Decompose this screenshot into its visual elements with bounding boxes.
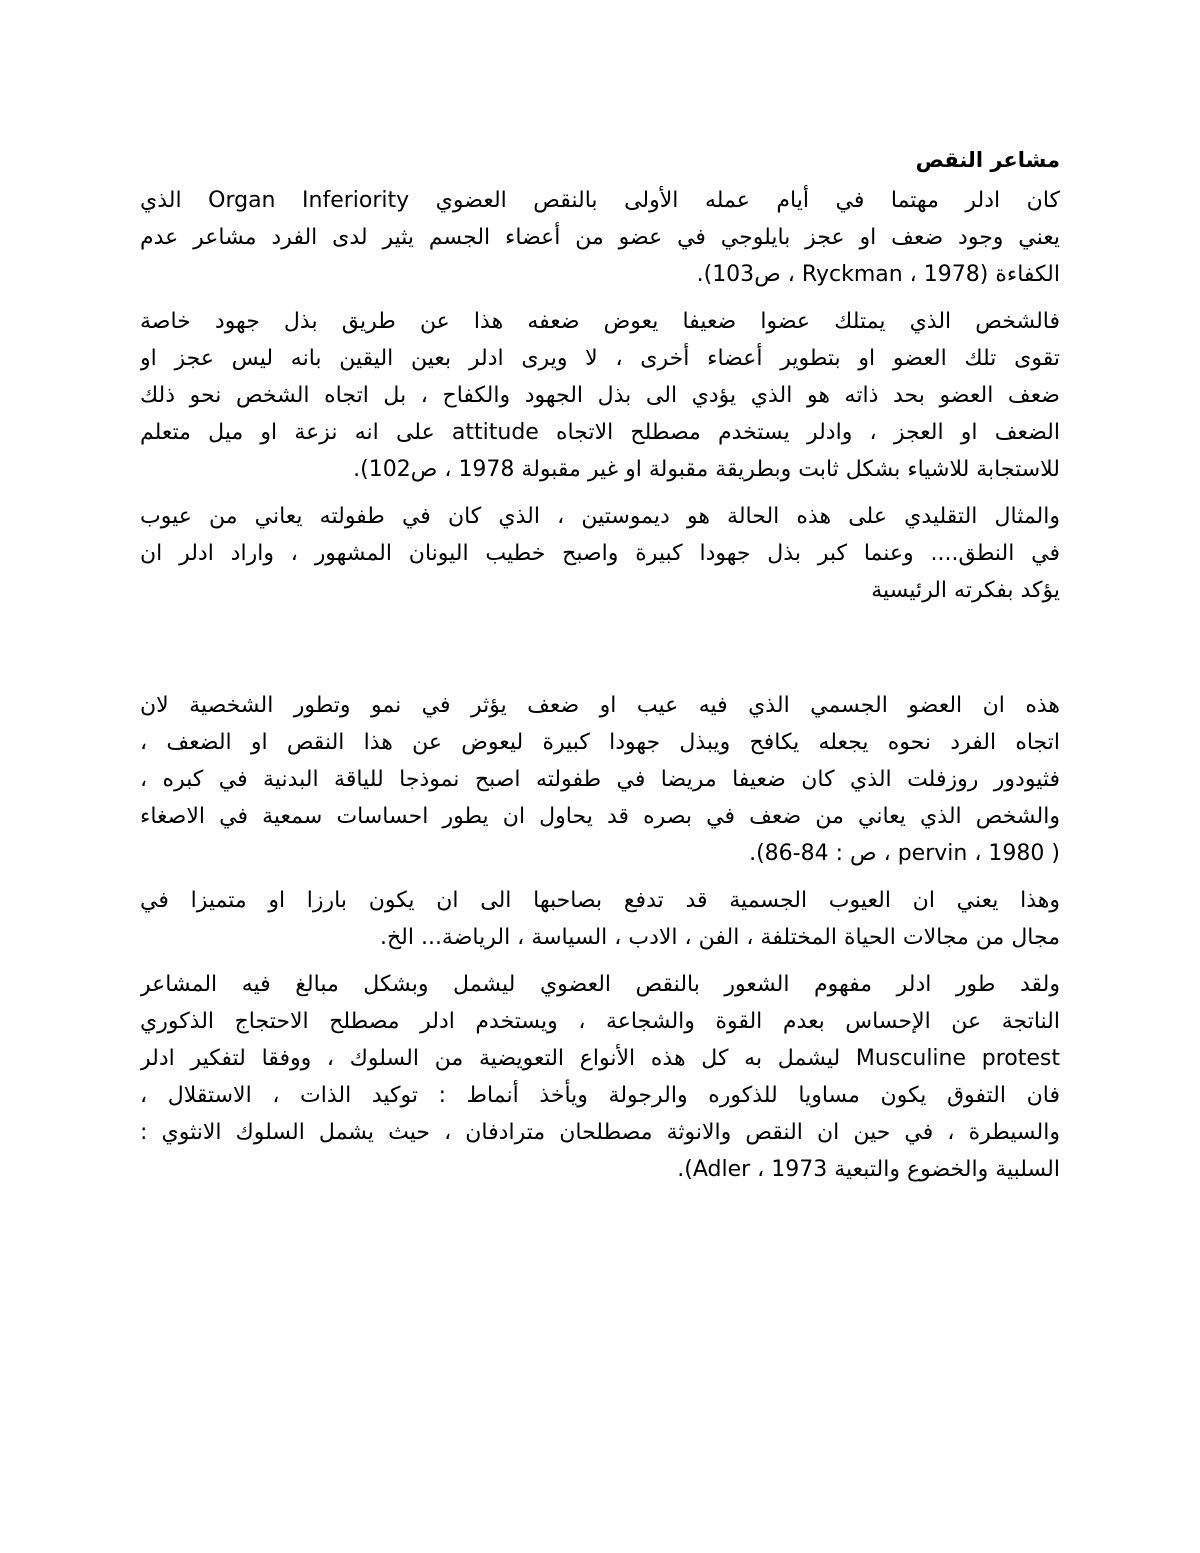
text-line: ( pervin ، 1980 ، ص : 84-86). bbox=[749, 841, 1060, 866]
paragraph-physical-defect bbox=[140, 687, 1060, 872]
text-line: ولقد طور ادلر مفهوم الشعور بالنقص العضوي ليشمل وبشكل مبالغ فيه المشاعر bbox=[140, 972, 1060, 997]
text-line: مجال من مجالات الحياة المختلفة ، الفن ، الادب ، السياسة ، الرياضة... الخ. bbox=[379, 925, 1060, 950]
text-line: في النطق.... وعنما كبر بذل جهودا كبيرة واصبح خطيب اليونان المشهور ، واراد ادلر ان bbox=[140, 541, 1060, 566]
section-heading: مشاعر النقص bbox=[915, 148, 1060, 172]
text-line: والسيطرة ، في حين ان النقص والانوثة مصطلحان مترادفان ، حيث يشمل السلوك الانثوي : bbox=[140, 1120, 1060, 1145]
paragraph-excellence bbox=[140, 882, 1060, 956]
text-line: فان التفوق يكون مساويا للذكوره والرجولة ويأخذ أنماط : توكيد الذات ، الاستقلال ، bbox=[140, 1083, 1060, 1108]
document-body bbox=[140, 140, 1060, 1198]
text-line: والشخص الذي يعاني من ضعف في بصره قد يحاول ان يطور احساسات سمعية في الاصغاء bbox=[140, 804, 1060, 829]
paragraph-compensation bbox=[140, 303, 1060, 488]
text-line: الناتجة عن الإحساس بعدم القوة والشجاعة ، ويستخدم ادلر مصطلح الاحتجاج الذكوري bbox=[140, 1009, 1060, 1034]
text-line: هذه ان العضو الجسمي الذي فيه عيب او ضعف يؤثر في نمو وتطور الشخصية لان bbox=[140, 693, 1060, 718]
text-line: ضعف العضو بحد ذاته هو الذي يؤدي الى بذل الجهود والكفاح ، بل اتجاه الشخص نحو ذلك bbox=[140, 383, 1060, 408]
text-line: فثيودور روزفلت الذي كان ضعيفا مريضا في طفولته اصبح نموذجا للياقة البدنية في كبره ، bbox=[140, 767, 1060, 792]
text-line: يؤكد بفكرته الرئيسية bbox=[871, 578, 1060, 603]
paragraph-demosthenes-example bbox=[140, 498, 1060, 609]
blank-gap bbox=[140, 619, 1060, 687]
text-line: الضعف او العجز ، وادلر يستخدم مصطلح الاتجاه attitude على انه نزعة او ميل متعلم bbox=[140, 420, 1060, 445]
paragraph-organ-inferiority bbox=[140, 182, 1060, 293]
text-line: والمثال التقليدي على هذه الحالة هو ديموستين ، الذي كان في طفولته يعاني من عيوب bbox=[140, 504, 1060, 529]
text-line: Musculine protest ليشمل به كل هذه الأنواع التعويضية من السلوك ، ووفقا لتفكير ادلر bbox=[140, 1046, 1060, 1071]
text-line: السلبية والخضوع والتبعية Adler ، 1973). bbox=[677, 1157, 1060, 1182]
text-line: للاستجابة للاشياء بشكل ثابت وبطريقة مقبولة او غير مقبولة 1978 ، ص102). bbox=[353, 457, 1060, 482]
text-line: تقوى تلك العضو او بتطوير أعضاء أخرى ، لا ويرى ادلر بعين اليقين بانه ليس عجز او bbox=[140, 346, 1060, 371]
text-line: يعني وجود ضعف او عجز بايلوجي في عضو من أعضاء الجسم يثير لدى الفرد مشاعر عدم bbox=[140, 225, 1060, 250]
paragraph-masculine-protest bbox=[140, 966, 1060, 1188]
text-line: وهذا يعني ان العيوب الجسمية قد تدفع بصاحبها الى ان يكون بارزا او متميزا في bbox=[140, 888, 1060, 913]
text-line: اتجاه الفرد نحوه يجعله يكافح ويبذل جهودا كبيرة ليعوض عن هذا النقص او الضعف ، bbox=[140, 730, 1060, 755]
text-line: كان ادلر مهتما في أيام عمله الأولى بالنقص العضوي Organ Inferiority الذي bbox=[140, 188, 1060, 213]
text-line: الكفاءة (Ryckman ، 1978 ، ص103). bbox=[696, 262, 1060, 287]
text-line: فالشخص الذي يمتلك عضوا ضعيفا يعوض ضعفه هذا عن طريق بذل جهود خاصة bbox=[140, 309, 1060, 334]
